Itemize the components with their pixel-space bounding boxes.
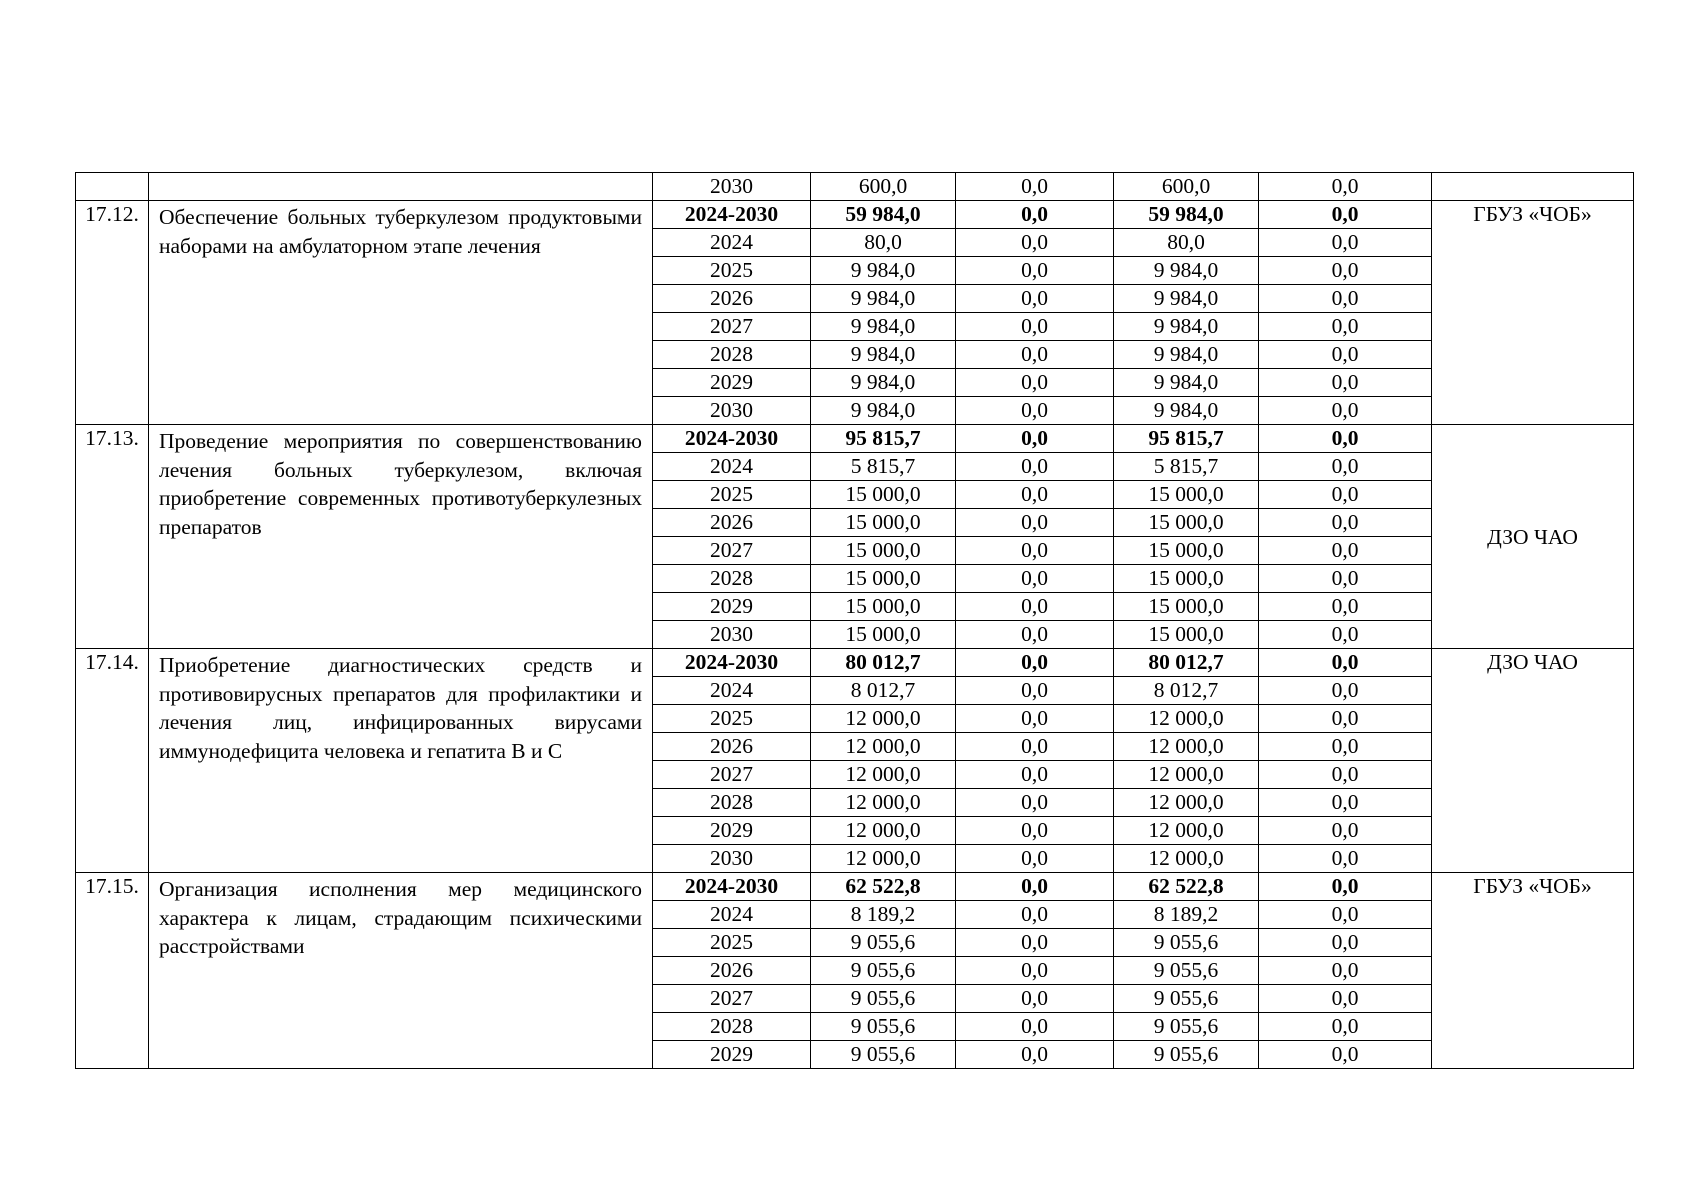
value-federal: 0,0 — [956, 873, 1114, 901]
value-federal: 0,0 — [956, 173, 1114, 201]
value-other: 0,0 — [1259, 929, 1432, 957]
value-regional: 9 984,0 — [1114, 369, 1259, 397]
value-federal: 0,0 — [956, 509, 1114, 537]
value-regional: 12 000,0 — [1114, 845, 1259, 873]
value-total: 59 984,0 — [811, 201, 956, 229]
value-federal: 0,0 — [956, 537, 1114, 565]
value-other: 0,0 — [1259, 173, 1432, 201]
value-regional: 9 984,0 — [1114, 285, 1259, 313]
year-cell: 2024-2030 — [653, 873, 811, 901]
year-cell: 2024 — [653, 677, 811, 705]
value-total: 15 000,0 — [811, 565, 956, 593]
value-federal: 0,0 — [956, 229, 1114, 257]
value-other: 0,0 — [1259, 817, 1432, 845]
year-cell: 2025 — [653, 481, 811, 509]
value-federal: 0,0 — [956, 1013, 1114, 1041]
year-cell: 2024-2030 — [653, 425, 811, 453]
year-cell: 2030 — [653, 621, 811, 649]
value-regional: 9 984,0 — [1114, 341, 1259, 369]
value-regional: 15 000,0 — [1114, 593, 1259, 621]
year-cell: 2028 — [653, 565, 811, 593]
value-other: 0,0 — [1259, 453, 1432, 481]
value-federal: 0,0 — [956, 677, 1114, 705]
value-total: 62 522,8 — [811, 873, 956, 901]
table-row-total — [76, 425, 1634, 453]
row-number: 17.14. — [76, 649, 149, 873]
value-other: 0,0 — [1259, 509, 1432, 537]
year-cell: 2028 — [653, 1013, 811, 1041]
value-other: 0,0 — [1259, 201, 1432, 229]
value-other: 0,0 — [1259, 957, 1432, 985]
year-cell: 2026 — [653, 509, 811, 537]
value-total: 9 984,0 — [811, 257, 956, 285]
value-total: 9 055,6 — [811, 1013, 956, 1041]
value-regional: 9 984,0 — [1114, 257, 1259, 285]
value-federal: 0,0 — [956, 1041, 1114, 1069]
year-cell: 2025 — [653, 705, 811, 733]
value-federal: 0,0 — [956, 481, 1114, 509]
value-regional: 8 189,2 — [1114, 901, 1259, 929]
description-text: Организация исполнения мер медицинского характера к лицам, страдающим психическими расстройствами — [159, 877, 642, 958]
value-federal: 0,0 — [956, 341, 1114, 369]
value-regional: 12 000,0 — [1114, 817, 1259, 845]
value-other: 0,0 — [1259, 369, 1432, 397]
value-total: 9 055,6 — [811, 957, 956, 985]
value-regional: 15 000,0 — [1114, 537, 1259, 565]
value-federal: 0,0 — [956, 369, 1114, 397]
value-regional: 12 000,0 — [1114, 733, 1259, 761]
year-cell: 2026 — [653, 733, 811, 761]
value-federal: 0,0 — [956, 845, 1114, 873]
value-other: 0,0 — [1259, 1013, 1432, 1041]
value-total: 9 055,6 — [811, 1041, 956, 1069]
year-cell: 2028 — [653, 341, 811, 369]
value-total: 15 000,0 — [811, 593, 956, 621]
description-text: Приобретение диагностических средств и противовирусных препаратов для профилактики и лечения лиц, инфицированных вирусами иммунодефицита человека и гепатита B и C — [159, 653, 642, 763]
year-cell: 2028 — [653, 789, 811, 817]
value-regional: 12 000,0 — [1114, 705, 1259, 733]
value-regional: 15 000,0 — [1114, 509, 1259, 537]
value-federal: 0,0 — [956, 985, 1114, 1013]
year-cell: 2024 — [653, 901, 811, 929]
responsible-org: ГБУЗ «ЧОБ» — [1432, 873, 1634, 1069]
value-regional: 59 984,0 — [1114, 201, 1259, 229]
value-total: 9 984,0 — [811, 369, 956, 397]
value-total: 15 000,0 — [811, 537, 956, 565]
table-row-total — [76, 201, 1634, 229]
year-cell: 2027 — [653, 537, 811, 565]
value-regional: 9 055,6 — [1114, 1013, 1259, 1041]
responsible-org: ГБУЗ «ЧОБ» — [1432, 201, 1634, 425]
value-regional: 9 984,0 — [1114, 313, 1259, 341]
year-cell: 2024 — [653, 453, 811, 481]
row-description — [149, 425, 653, 649]
value-total: 9 984,0 — [811, 285, 956, 313]
value-total: 15 000,0 — [811, 621, 956, 649]
value-other: 0,0 — [1259, 565, 1432, 593]
value-total: 8 012,7 — [811, 677, 956, 705]
year-cell: 2029 — [653, 369, 811, 397]
value-other: 0,0 — [1259, 649, 1432, 677]
value-other: 0,0 — [1259, 313, 1432, 341]
value-total: 12 000,0 — [811, 845, 956, 873]
value-other: 0,0 — [1259, 621, 1432, 649]
value-total: 9 984,0 — [811, 397, 956, 425]
year-cell: 2029 — [653, 1041, 811, 1069]
description-text: Проведение мероприятия по совершенствованию лечения больных туберкулезом, включая приобретение современных противотуберкулезных препаратов — [159, 429, 642, 539]
value-regional: 5 815,7 — [1114, 453, 1259, 481]
year-cell: 2024-2030 — [653, 201, 811, 229]
value-other: 0,0 — [1259, 761, 1432, 789]
value-other: 0,0 — [1259, 845, 1432, 873]
value-other: 0,0 — [1259, 481, 1432, 509]
value-regional: 9 055,6 — [1114, 1041, 1259, 1069]
value-federal: 0,0 — [956, 257, 1114, 285]
value-other: 0,0 — [1259, 789, 1432, 817]
value-regional: 80,0 — [1114, 229, 1259, 257]
value-other: 0,0 — [1259, 901, 1432, 929]
value-regional: 15 000,0 — [1114, 565, 1259, 593]
value-total: 9 984,0 — [811, 341, 956, 369]
row-number: 17.15. — [76, 873, 149, 1069]
value-federal: 0,0 — [956, 817, 1114, 845]
value-federal: 0,0 — [956, 201, 1114, 229]
value-federal: 0,0 — [956, 425, 1114, 453]
value-total: 9 055,6 — [811, 985, 956, 1013]
year-cell: 2025 — [653, 929, 811, 957]
year-cell: 2027 — [653, 985, 811, 1013]
value-other: 0,0 — [1259, 229, 1432, 257]
budget-table — [75, 172, 1634, 1069]
value-other: 0,0 — [1259, 425, 1432, 453]
value-other: 0,0 — [1259, 537, 1432, 565]
table-row-total — [76, 873, 1634, 901]
value-total: 15 000,0 — [811, 509, 956, 537]
year-cell: 2026 — [653, 285, 811, 313]
value-federal: 0,0 — [956, 313, 1114, 341]
value-total: 95 815,7 — [811, 425, 956, 453]
value-regional: 600,0 — [1114, 173, 1259, 201]
value-regional: 9 055,6 — [1114, 985, 1259, 1013]
value-other: 0,0 — [1259, 285, 1432, 313]
year-cell: 2026 — [653, 957, 811, 985]
responsible-org: ДЗО ЧАО — [1432, 425, 1634, 649]
value-regional: 15 000,0 — [1114, 621, 1259, 649]
value-federal: 0,0 — [956, 285, 1114, 313]
value-total: 12 000,0 — [811, 705, 956, 733]
value-federal: 0,0 — [956, 789, 1114, 817]
value-other: 0,0 — [1259, 341, 1432, 369]
value-other: 0,0 — [1259, 397, 1432, 425]
value-other: 0,0 — [1259, 733, 1432, 761]
value-total: 9 984,0 — [811, 313, 956, 341]
description-text: Обеспечение больных туберкулезом продуктовыми наборами на амбулаторном этапе лечения — [159, 205, 642, 258]
value-regional: 12 000,0 — [1114, 761, 1259, 789]
value-regional: 80 012,7 — [1114, 649, 1259, 677]
year-cell: 2025 — [653, 257, 811, 285]
year-cell: 2027 — [653, 761, 811, 789]
value-total: 8 189,2 — [811, 901, 956, 929]
year-cell: 2024 — [653, 229, 811, 257]
value-regional: 9 055,6 — [1114, 957, 1259, 985]
value-regional: 12 000,0 — [1114, 789, 1259, 817]
table-row — [76, 173, 1634, 201]
value-other: 0,0 — [1259, 985, 1432, 1013]
value-federal: 0,0 — [956, 397, 1114, 425]
value-federal: 0,0 — [956, 957, 1114, 985]
value-regional: 8 012,7 — [1114, 677, 1259, 705]
year-cell: 2030 — [653, 845, 811, 873]
value-federal: 0,0 — [956, 929, 1114, 957]
value-federal: 0,0 — [956, 649, 1114, 677]
value-total: 12 000,0 — [811, 817, 956, 845]
value-other: 0,0 — [1259, 677, 1432, 705]
value-federal: 0,0 — [956, 621, 1114, 649]
value-total: 5 815,7 — [811, 453, 956, 481]
value-total: 12 000,0 — [811, 789, 956, 817]
value-federal: 0,0 — [956, 761, 1114, 789]
value-total: 12 000,0 — [811, 733, 956, 761]
value-regional: 15 000,0 — [1114, 481, 1259, 509]
year-cell: 2030 — [653, 173, 811, 201]
value-federal: 0,0 — [956, 565, 1114, 593]
row-description — [149, 201, 653, 425]
value-federal: 0,0 — [956, 705, 1114, 733]
row-description — [149, 649, 653, 873]
row-number: 17.12. — [76, 201, 149, 425]
value-other: 0,0 — [1259, 873, 1432, 901]
value-other: 0,0 — [1259, 1041, 1432, 1069]
year-cell: 2029 — [653, 593, 811, 621]
table-body — [76, 173, 1634, 1069]
year-cell: 2029 — [653, 817, 811, 845]
value-regional: 95 815,7 — [1114, 425, 1259, 453]
value-total: 80 012,7 — [811, 649, 956, 677]
value-total: 600,0 — [811, 173, 956, 201]
responsible-org: ДЗО ЧАО — [1432, 649, 1634, 873]
value-other: 0,0 — [1259, 705, 1432, 733]
value-federal: 0,0 — [956, 453, 1114, 481]
value-regional: 62 522,8 — [1114, 873, 1259, 901]
row-description — [149, 173, 653, 201]
value-regional: 9 984,0 — [1114, 397, 1259, 425]
year-cell: 2024-2030 — [653, 649, 811, 677]
row-number: 17.13. — [76, 425, 149, 649]
value-regional: 9 055,6 — [1114, 929, 1259, 957]
value-total: 12 000,0 — [811, 761, 956, 789]
responsible-org — [1432, 173, 1634, 201]
year-cell: 2030 — [653, 397, 811, 425]
row-description — [149, 873, 653, 1069]
value-federal: 0,0 — [956, 733, 1114, 761]
value-total: 80,0 — [811, 229, 956, 257]
row-number — [76, 173, 149, 201]
value-federal: 0,0 — [956, 901, 1114, 929]
year-cell: 2027 — [653, 313, 811, 341]
value-federal: 0,0 — [956, 593, 1114, 621]
value-total: 9 055,6 — [811, 929, 956, 957]
value-other: 0,0 — [1259, 257, 1432, 285]
table-row-total — [76, 649, 1634, 677]
value-total: 15 000,0 — [811, 481, 956, 509]
value-other: 0,0 — [1259, 593, 1432, 621]
